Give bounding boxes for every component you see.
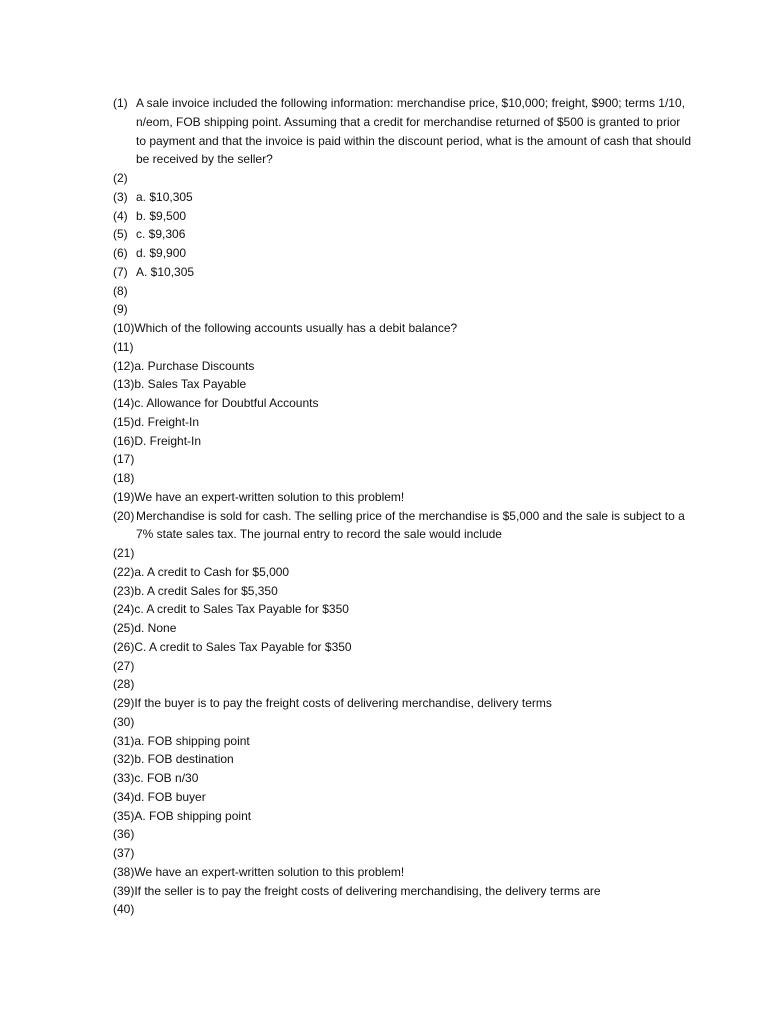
item-number: (25) <box>113 621 135 635</box>
list-item <box>113 207 693 226</box>
list-item <box>113 282 693 301</box>
item-number: (39) <box>113 883 135 898</box>
item-number: (18) <box>113 471 135 485</box>
item-number: (33) <box>113 771 135 785</box>
item-number: (40) <box>113 902 135 917</box>
item-number: (32) <box>113 752 135 767</box>
list-item <box>113 657 693 676</box>
list-item <box>113 375 693 394</box>
item-number: (5) <box>113 227 128 242</box>
list-item <box>113 394 693 413</box>
item-number: (7) <box>113 264 128 279</box>
item-number: (35) <box>113 808 135 823</box>
item-number: (21) <box>113 546 135 560</box>
item-text: a. A credit to Cash for $5,000 <box>134 564 290 579</box>
list-item <box>113 825 693 844</box>
item-text: b. $9,500 <box>136 208 187 223</box>
list-item <box>113 488 693 507</box>
list-item <box>113 732 693 751</box>
item-text: b. A credit Sales for $5,350 <box>134 583 278 598</box>
item-text: A. FOB shipping point <box>134 808 252 823</box>
list-item <box>113 338 693 357</box>
list-item <box>113 544 693 563</box>
item-number: (16) <box>113 433 135 448</box>
item-text: a. Purchase Discounts <box>134 358 255 373</box>
list-item <box>113 619 693 638</box>
list-item <box>113 263 693 282</box>
list-item <box>113 844 693 863</box>
item-number: (29) <box>113 696 135 710</box>
item-number: (24) <box>113 602 135 617</box>
item-text: a. FOB shipping point <box>134 733 250 748</box>
item-text: Merchandise is sold for cash. The selling price of the merchandise is $5,000 and the sale is subject to a 7% state sales tax. The journal entry to record the sale would include <box>136 508 685 542</box>
item-number: (36) <box>113 827 135 842</box>
list-item <box>113 600 693 619</box>
item-number: (13) <box>113 377 135 392</box>
list-item <box>113 863 693 882</box>
item-text: b. FOB destination <box>134 752 234 767</box>
item-text: c. A credit to Sales Tax Payable for $350 <box>134 602 349 617</box>
list-item <box>113 225 693 244</box>
item-number: (17) <box>113 452 135 467</box>
item-number: (4) <box>113 208 128 223</box>
list-item <box>113 582 693 601</box>
list-item <box>113 450 693 469</box>
item-text: c. $9,306 <box>136 227 186 242</box>
item-number: (37) <box>113 846 135 860</box>
item-text: b. Sales Tax Payable <box>134 377 247 392</box>
item-number: (19) <box>113 489 135 504</box>
item-text: c. FOB n/30 <box>134 771 199 785</box>
list-item <box>113 413 693 432</box>
list-item <box>113 469 693 488</box>
item-text: d. None <box>134 621 177 635</box>
item-number: (11) <box>113 339 134 354</box>
list-item <box>113 788 693 807</box>
item-number: (31) <box>113 733 135 748</box>
item-number: (6) <box>113 246 128 260</box>
list-item <box>113 750 693 769</box>
list-item <box>113 900 693 919</box>
item-text: c. Allowance for Doubtful Accounts <box>134 396 319 410</box>
list-item <box>113 300 693 319</box>
list-item <box>113 713 693 732</box>
document-page <box>113 94 693 919</box>
list-item <box>113 638 693 657</box>
item-text: A. $10,305 <box>136 264 195 279</box>
list-item <box>113 432 693 451</box>
item-number: (2) <box>113 171 128 185</box>
item-number: (38) <box>113 864 135 879</box>
list-item <box>113 357 693 376</box>
item-text: D. Freight-In <box>134 433 202 448</box>
item-text: Which of the following accounts usually has a debit balance? <box>134 321 458 335</box>
item-text: d. $9,900 <box>136 246 187 260</box>
item-number: (27) <box>113 658 135 673</box>
item-number: (8) <box>113 283 128 298</box>
list-item <box>113 94 693 169</box>
item-number: (9) <box>113 302 128 317</box>
list-item <box>113 244 693 263</box>
item-number: (15) <box>113 414 135 429</box>
item-text: We have an expert-written solution to this problem! <box>134 864 405 879</box>
list-item <box>113 507 693 545</box>
item-text: a. $10,305 <box>136 189 193 204</box>
item-number: (23) <box>113 583 135 598</box>
item-number: (34) <box>113 789 135 804</box>
item-text: C. A credit to Sales Tax Payable for $350 <box>134 639 352 654</box>
item-number: (14) <box>113 396 135 410</box>
list-item <box>113 675 693 694</box>
item-text: d. Freight-In <box>134 414 200 429</box>
item-number: (1) <box>113 96 128 110</box>
item-number: (3) <box>113 189 128 204</box>
item-number: (20) <box>113 508 135 523</box>
list-item <box>113 882 693 901</box>
item-text: d. FOB buyer <box>134 789 206 804</box>
item-text: If the seller is to pay the freight costs of delivering merchandising, the delivery terms are <box>134 883 601 898</box>
list-item <box>113 188 693 207</box>
item-text: If the buyer is to pay the freight costs of delivering merchandise, delivery terms <box>134 696 552 710</box>
item-number: (26) <box>113 639 135 654</box>
list-item <box>113 769 693 788</box>
list-item <box>113 169 693 188</box>
item-text: We have an expert-written solution to this problem! <box>134 489 405 504</box>
list-item <box>113 319 693 338</box>
list-item <box>113 563 693 582</box>
item-number: (30) <box>113 714 135 729</box>
item-number: (12) <box>113 358 135 373</box>
item-number: (22) <box>113 564 135 579</box>
item-number: (28) <box>113 677 135 692</box>
item-number: (10) <box>113 321 135 335</box>
item-text: A sale invoice included the following information: merchandise price, $10,000; freight, $900; terms 1/10, n/eom, FOB shipping point. Assuming that a credit for merchandise returned of $500 is granted to prior to payment and that the invoice is paid within the discount period, what is the amount of cash that should be received by the seller? <box>136 96 692 167</box>
list-item <box>113 807 693 826</box>
list-item <box>113 694 693 713</box>
